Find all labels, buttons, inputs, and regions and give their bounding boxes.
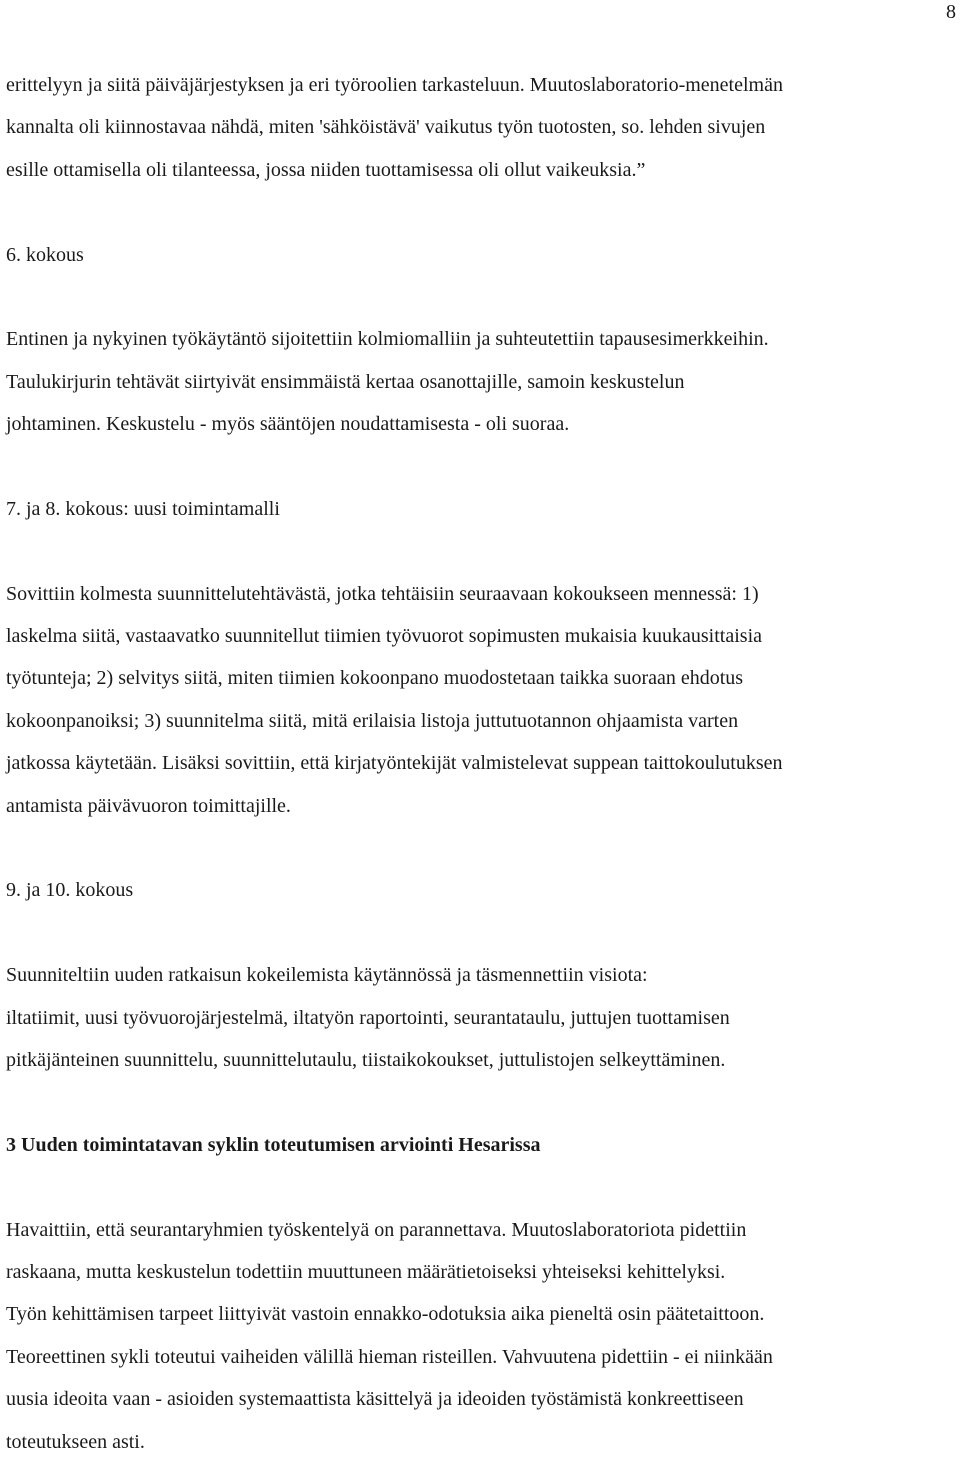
spacer	[6, 446, 956, 488]
meeting-9-10-title: 9. ja 10. kokous	[6, 879, 134, 902]
meeting-7-8-paragraph	[6, 573, 956, 827]
spacer	[6, 912, 956, 954]
intro-paragraph	[6, 64, 956, 191]
meeting-7-8-title: 7. ja 8. kokous: uusi toimintamalli	[6, 497, 280, 520]
paragraph-line: kannalta oli kiinnostavaa nähdä, miten 'sähköistävä' vaikutus työn tuotosten, so. lehden sivujen	[6, 116, 766, 139]
paragraph-line: erittelyyn ja siitä päiväjärjestyksen ja eri työroolien tarkasteluun. Muutoslaboratorio-menetelmän	[6, 74, 783, 96]
paragraph-line: Suunniteltiin uuden ratkaisun kokeilemista käytännössä ja täsmennettiin visiota:	[6, 964, 648, 987]
spacer	[6, 1166, 956, 1208]
spacer	[6, 191, 956, 233]
paragraph-line: iltatiimit, uusi työvuorojärjestelmä, iltatyön raportointi, seurantataulu, juttujen tuottamisen	[6, 1006, 730, 1029]
page-number: 8	[946, 1, 956, 23]
paragraph-line: Teoreettinen sykli toteutui vaiheiden välillä hieman risteillen. Vahvuutena pidettiin - ei niinkään	[6, 1345, 773, 1368]
spacer	[6, 827, 956, 869]
paragraph-line: Havaittiin, että seurantaryhmien työskentelyä on parannettava. Muutoslaboratoriota pidettiin	[6, 1218, 747, 1241]
paragraph-line: Taulukirjurin tehtävät siirtyivät ensimmäistä kertaa osanottajille, samoin keskustelun	[6, 370, 685, 393]
spacer	[6, 1081, 956, 1123]
paragraph-line: toteutukseen asti.	[6, 1430, 145, 1453]
paragraph-line: jatkossa käytetään. Lisäksi sovittiin, että kirjatyöntekijät valmistelevat suppean taittokoulutuksen	[6, 752, 783, 775]
spacer	[6, 530, 956, 572]
paragraph-line: Entinen ja nykyinen työkäytäntö sijoitettiin kolmiomalliin ja suhteutettiin tapausesimerkkeihin.	[6, 328, 769, 351]
meeting-6-paragraph	[6, 318, 956, 445]
paragraph-line: Työn kehittämisen tarpeet liittyivät vastoin ennakko-odotuksia aika pieneltä osin päätetaittoon.	[6, 1303, 765, 1326]
paragraph-line: raskaana, mutta keskustelun todettiin muuttuneen määrätietoiseksi yhteiseksi kehittelyksi.	[6, 1260, 726, 1283]
paragraph-line: johtaminen. Keskustelu - myös sääntöjen noudattamisesta - oli suoraa.	[6, 413, 570, 436]
meeting-6-title: 6. kokous	[6, 243, 84, 266]
paragraph-line: esille ottamisella oli tilanteessa, jossa niiden tuottamisessa oli ollut vaikeuksia.”	[6, 158, 646, 181]
spacer	[6, 276, 956, 318]
meeting-9-10-paragraph	[6, 954, 956, 1081]
paragraph-line: antamista päivävuoron toimittajille.	[6, 794, 291, 817]
paragraph-line: työtunteja; 2) selvitys siitä, miten tiimien kokoonpano muodostetaan taikka suoraan ehdotus	[6, 667, 744, 690]
paragraph-line: pitkäjänteinen suunnittelu, suunnittelutaulu, tiistaikokoukset, juttulistojen selkeyttäminen.	[6, 1048, 726, 1071]
paragraph-line: Sovittiin kolmesta suunnittelutehtävästä, jotka tehtäisiin seuraavaan kokoukseen mennessä: 1)	[6, 582, 759, 605]
document-body	[6, 64, 956, 1463]
section-3-paragraph	[6, 1209, 956, 1463]
paragraph-line: laskelma siitä, vastaavatko suunnitellut tiimien työvuorot sopimusten mukaisia kuukausittaisia	[6, 625, 762, 648]
section-3-heading: 3 Uuden toimintatavan syklin toteutumisen arviointi Hesarissa	[6, 1133, 541, 1156]
paragraph-line: kokoonpanoiksi; 3) suunnitelma siitä, mitä erilaisia listoja juttutuotannon ohjaamista varten	[6, 709, 739, 732]
paragraph-line: uusia ideoita vaan - asioiden systemaattista käsittelyä ja ideoiden työstämistä konkreettiseen	[6, 1388, 744, 1411]
